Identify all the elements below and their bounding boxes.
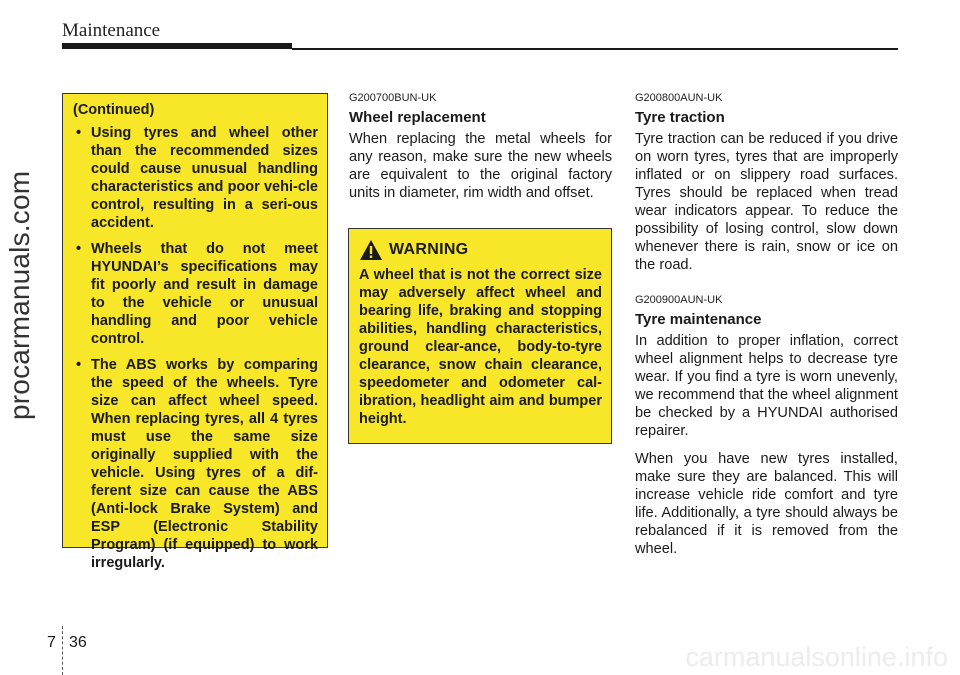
tyre-info-column (635, 92, 898, 558)
page-header-title: Maintenance (62, 20, 161, 41)
warning-triangle-icon (359, 239, 383, 261)
section-heading: Tyre maintenance (635, 311, 762, 328)
continued-caution-box (62, 93, 328, 571)
section-paragraph: When you have new tyres installed, make sure they are balanced. This will increase vehicle ride comfort and tyre life. Additionally, a tyre should always be rebalanced if it is removed from the wheel. (635, 451, 898, 557)
section-heading: Wheel replacement (349, 109, 486, 126)
footer-divider (62, 626, 63, 675)
tyre-maintenance-section (635, 294, 898, 558)
tyre-traction-section (635, 92, 898, 274)
header-rule-thick (62, 43, 292, 49)
warning-header (359, 239, 602, 261)
warning-text: A wheel that is not the correct size may adversely affect wheel and bearing life, braking and stopping abilities, handling characteristics, ground clear-ance, body-to-tyre clearance, snow chain clearance, speedometer and odometer cal-ibration, headlight aim and bumper height. (359, 267, 602, 427)
bottom-watermark: carmanualsonline.info (685, 642, 948, 672)
chapter-number: 7 (47, 634, 56, 651)
side-watermark: procarmanuals.com (4, 170, 35, 420)
caution-bullet-wheel-spec: • Wheels that do not meet HYUNDAI’s specifications may fit poorly and result in damage to the vehicle or unusual handling and poor vehicle control. (73, 240, 318, 348)
caution-bullet-list (73, 124, 318, 572)
header-rule-thin (292, 48, 898, 50)
section-paragraph: When replacing the metal wheels for any reason, make sure the new wheels are equivalent to the original factory units in diameter, rim width and offset. (349, 131, 612, 201)
page-number: 36 (69, 634, 87, 651)
section-code: G200800AUN-UK (635, 92, 723, 104)
section-code: G200900AUN-UK (635, 294, 723, 306)
section-heading: Tyre traction (635, 109, 725, 126)
section-code: G200700BUN-UK (349, 92, 437, 104)
section-paragraph: In addition to proper inflation, correct wheel alignment helps to decrease tyre wear. If you find a tyre is worn unevenly, we recommend that the wheel alignment be checked by a HYUNDAI authorised repairer. (635, 333, 898, 439)
caution-bullet-tyre-size: • Using tyres and wheel other than the recommended sizes could cause unusual handling characteristics and poor vehi-cle control, resulting in a seri-ous accident. (73, 124, 318, 232)
section-paragraph: Tyre traction can be reduced if you drive on worn tyres, tyres that are improperly inflated or on slippery road surfaces. Tyres should be replaced when tread wear indicators appear. To reduce the possibility of losing control, slow down whenever there is rain, snow or ice on the road. (635, 131, 898, 273)
warning-title: WARNING (389, 241, 469, 258)
warning-box (348, 228, 612, 444)
continued-title: (Continued) (73, 102, 155, 118)
caution-bullet-abs: • The ABS works by comparing the speed of the wheels. Tyre size can affect wheel speed. When replacing tyres, all 4 tyres must use the same size originally supplied with the vehicle. Using tyres of a dif-ferent size can cause the ABS (Anti-lock Brake System) and ESP (Electronic Stability Program) (if equipped) to work irregularly. (73, 356, 318, 572)
wheel-replacement-section (349, 92, 612, 202)
